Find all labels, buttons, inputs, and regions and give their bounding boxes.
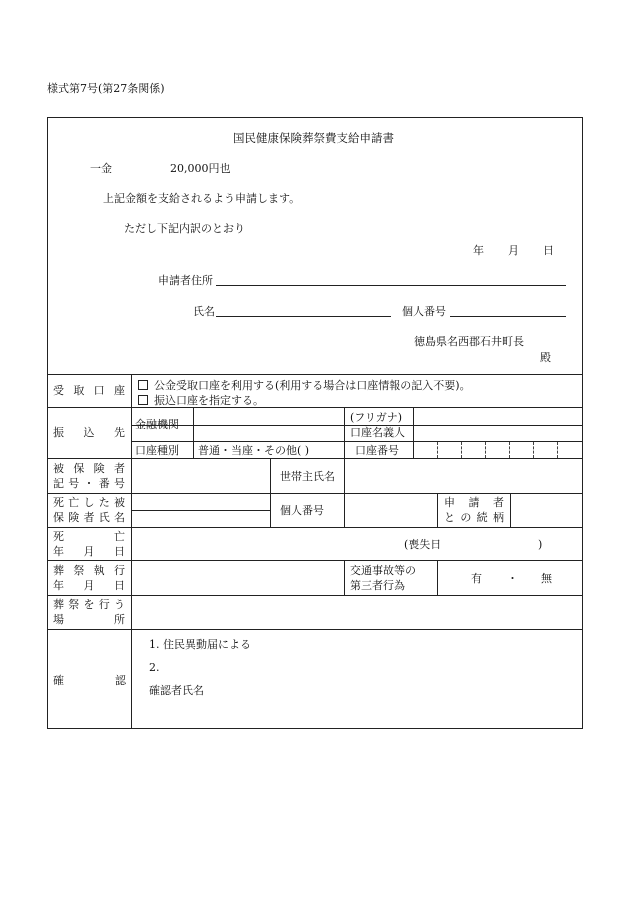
label-char: 葬 xyxy=(53,564,64,577)
label-char: 死 xyxy=(53,496,64,509)
account-digit-divider xyxy=(485,442,486,458)
applicant-address-field[interactable] xyxy=(216,285,566,286)
addressee-honorific: 殿 xyxy=(540,351,551,364)
confirm-item-1: 1. 住民異動届による xyxy=(149,638,251,651)
label-char: ・ xyxy=(83,477,95,490)
label-char: 者 xyxy=(83,511,95,524)
label-char: 亡 xyxy=(68,496,80,509)
row-border xyxy=(47,493,583,494)
deceased-name-label-1 xyxy=(53,496,125,509)
applicant-name-label: 氏名 xyxy=(193,305,215,318)
label-char: 月 xyxy=(83,579,95,592)
label-char: 場 xyxy=(53,613,64,626)
row-border xyxy=(131,441,583,442)
form-title: 国民健康保険葬祭費支給申請書 xyxy=(233,131,394,145)
label-char: 氏 xyxy=(98,511,110,524)
third-party-label-2: 第三者行為 xyxy=(350,579,405,592)
breakdown-text: ただし下記内訳のとおり xyxy=(124,222,245,235)
bank-label: 金融機関 xyxy=(135,418,179,431)
confirm-label-1: 確 xyxy=(53,674,64,687)
deceased-name-label-2 xyxy=(53,511,125,524)
label-char: し xyxy=(83,496,95,509)
row-border xyxy=(47,458,583,459)
account-option-public-text: 公金受取口座を利用する(利用する場合は口座情報の記入不要)。 xyxy=(154,379,471,392)
confirm-label-2: 認 xyxy=(115,674,126,687)
personal-number-label: 個人番号 xyxy=(280,504,324,517)
row-border xyxy=(47,527,583,528)
label-char: 死 xyxy=(53,530,64,543)
form-number: 様式第7号(第27条関係) xyxy=(47,82,165,95)
account-digit-divider xyxy=(557,442,558,458)
label-char: 行 xyxy=(113,564,125,577)
account-digit-divider xyxy=(533,442,534,458)
label-char: 記 xyxy=(53,477,64,490)
label-char: 年 xyxy=(53,579,64,592)
col-border xyxy=(437,560,438,595)
amount-value: 20,000円也 xyxy=(170,162,231,175)
row-border xyxy=(47,629,583,630)
label-char: 振 xyxy=(53,426,64,439)
confirm-item-2: 2. xyxy=(149,661,160,674)
col-border xyxy=(510,493,511,527)
death-date-label-2 xyxy=(53,545,125,558)
label-char: 執 xyxy=(93,564,105,577)
amount-prefix: 一金 xyxy=(90,162,112,175)
col-border xyxy=(344,560,345,595)
label-char: 険 xyxy=(68,511,80,524)
label-char: の xyxy=(460,511,472,524)
label-char: 祭 xyxy=(73,564,85,577)
insured-id-label-1 xyxy=(53,462,125,475)
col-border xyxy=(270,458,271,527)
account-number-label: 口座番号 xyxy=(355,444,399,457)
label-char: 亡 xyxy=(114,530,125,543)
label-char: う xyxy=(114,598,125,611)
label-char: 険 xyxy=(93,462,105,475)
loss-date-label: (喪失日 xyxy=(404,538,442,551)
label-char: 請 xyxy=(468,496,480,509)
household-head-label: 世帯主氏名 xyxy=(280,470,335,483)
account-type-value[interactable]: 普通・当座・その他( ) xyxy=(198,444,310,457)
checkbox-icon[interactable] xyxy=(138,380,148,390)
col-border xyxy=(193,407,194,458)
third-party-separator: ・ xyxy=(507,572,518,585)
label-char: 続 xyxy=(476,511,488,524)
date-month: 月 xyxy=(508,244,519,257)
label-char: 行 xyxy=(98,598,110,611)
label-char: 日 xyxy=(114,579,125,592)
label-char: た xyxy=(98,496,110,509)
applicant-name-field[interactable] xyxy=(216,316,391,317)
addressee-name: 徳島県名西郡石井町長 xyxy=(414,335,524,348)
applicant-id-field[interactable] xyxy=(450,316,566,317)
account-option-transfer[interactable] xyxy=(138,392,264,408)
label-char: 号 xyxy=(68,477,80,490)
label-char: 申 xyxy=(444,496,455,509)
account-type-label: 口座種別 xyxy=(135,444,179,457)
relation-label-1 xyxy=(444,496,504,509)
col-border xyxy=(344,407,345,458)
account-digit-divider xyxy=(461,442,462,458)
label-char: 柄 xyxy=(492,511,504,524)
application-form xyxy=(47,117,583,729)
row-border xyxy=(131,510,270,511)
funeral-date-label-2 xyxy=(53,579,125,592)
third-party-yes[interactable]: 有 xyxy=(471,572,482,585)
label-char: 祭 xyxy=(68,598,80,611)
col-border xyxy=(344,493,345,527)
account-option-public[interactable] xyxy=(138,377,471,393)
label-column-border xyxy=(131,374,132,729)
third-party-no[interactable]: 無 xyxy=(541,572,552,585)
request-text: 上記金額を支給されるよう申請します。 xyxy=(103,192,301,205)
receiving-account-label xyxy=(53,384,125,397)
relation-label-2 xyxy=(444,511,504,524)
label-char: 受 xyxy=(53,384,64,397)
applicant-id-label: 個人番号 xyxy=(402,305,446,318)
insured-id-label-2 xyxy=(53,477,125,490)
third-party-label-1: 交通事故等の xyxy=(350,564,416,577)
label-char: 月 xyxy=(83,545,95,558)
label-char: と xyxy=(444,511,455,524)
label-char: 者 xyxy=(113,462,125,475)
label-char: 名 xyxy=(114,511,125,524)
label-char: 被 xyxy=(114,496,125,509)
transfer-destination-label xyxy=(53,426,125,439)
table-top-border xyxy=(47,374,583,375)
label-char: 被 xyxy=(53,462,64,475)
label-char: 保 xyxy=(53,511,64,524)
account-digit-divider xyxy=(509,442,510,458)
row-border xyxy=(47,560,583,561)
label-char: 取 xyxy=(73,384,85,397)
col-border xyxy=(344,458,345,493)
label-char: 先 xyxy=(114,426,125,439)
applicant-address-label: 申請者住所 xyxy=(158,274,213,287)
label-char: 号 xyxy=(114,477,125,490)
label-char: 口 xyxy=(93,384,105,397)
label-char: 葬 xyxy=(53,598,64,611)
label-char: 年 xyxy=(53,545,64,558)
label-char: 者 xyxy=(493,496,504,509)
account-holder-label: 口座名義人 xyxy=(350,426,405,439)
confirmer-name-label: 確認者氏名 xyxy=(149,684,204,697)
loss-date-close: ) xyxy=(538,538,543,551)
label-char: 所 xyxy=(114,613,125,626)
funeral-place-label-2 xyxy=(53,613,125,626)
death-date-label-1 xyxy=(53,530,125,543)
col-border xyxy=(437,493,438,527)
checkbox-icon[interactable] xyxy=(138,395,148,405)
label-char: を xyxy=(83,598,95,611)
label-char: 日 xyxy=(114,545,125,558)
label-char: 保 xyxy=(73,462,85,475)
account-digit-divider xyxy=(437,442,438,458)
row-border xyxy=(47,595,583,596)
funeral-place-label-1 xyxy=(53,598,125,611)
row-border xyxy=(47,407,583,408)
label-char: 込 xyxy=(83,426,95,439)
label-char: 番 xyxy=(98,477,110,490)
date-day: 日 xyxy=(543,244,554,257)
account-option-transfer-text: 振込口座を指定する。 xyxy=(154,394,264,407)
funeral-date-label-1 xyxy=(53,564,125,577)
furigana-label: (フリガナ) xyxy=(350,411,403,424)
col-border xyxy=(413,407,414,458)
label-char: 座 xyxy=(113,384,125,397)
date-year: 年 xyxy=(473,244,484,257)
